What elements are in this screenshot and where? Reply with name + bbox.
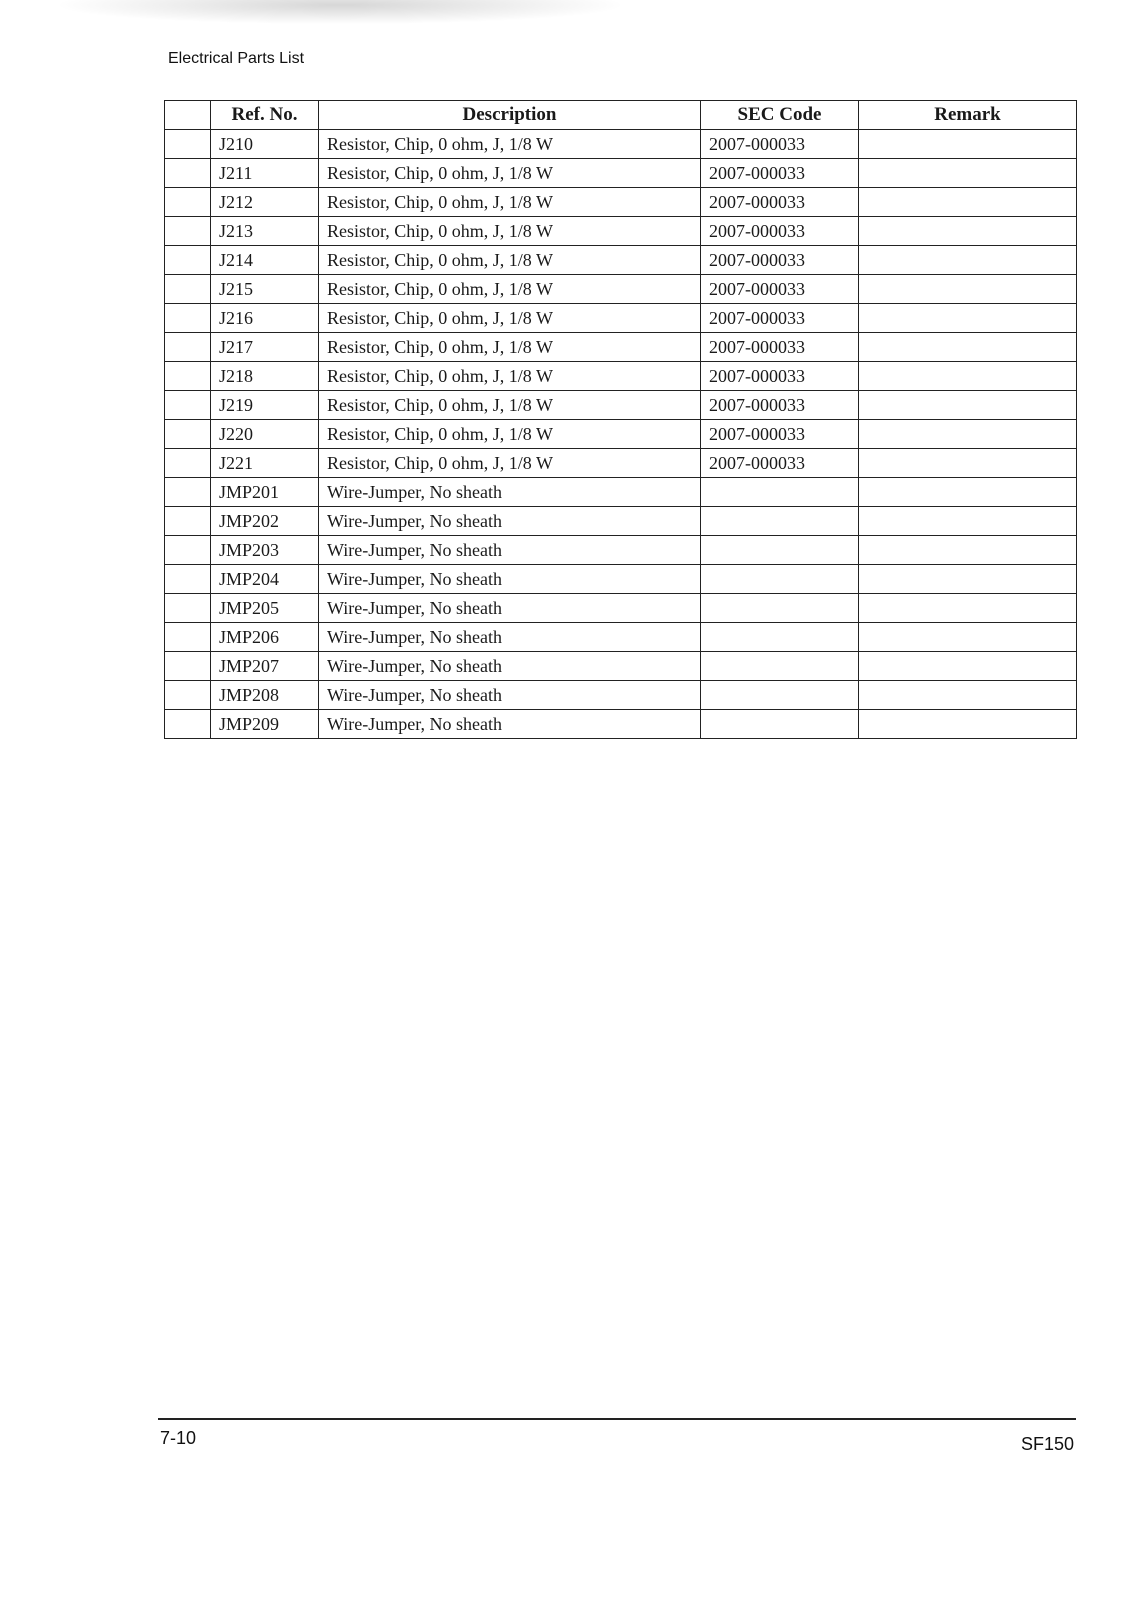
cell-sec-code: 2007-000033 — [701, 362, 859, 391]
cell-blank — [165, 333, 211, 362]
parts-table — [164, 100, 1077, 739]
cell-description: Resistor, Chip, 0 ohm, J, 1/8 W — [319, 188, 701, 217]
table-row — [165, 130, 1077, 159]
cell-remark — [859, 420, 1077, 449]
cell-blank — [165, 507, 211, 536]
cell-blank — [165, 652, 211, 681]
table-row — [165, 391, 1077, 420]
cell-description: Resistor, Chip, 0 ohm, J, 1/8 W — [319, 246, 701, 275]
cell-remark — [859, 188, 1077, 217]
cell-remark — [859, 391, 1077, 420]
table-row — [165, 159, 1077, 188]
cell-sec-code: 2007-000033 — [701, 246, 859, 275]
cell-ref-no: JMP207 — [211, 652, 319, 681]
cell-ref-no: J218 — [211, 362, 319, 391]
cell-sec-code — [701, 623, 859, 652]
cell-sec-code — [701, 478, 859, 507]
cell-blank — [165, 391, 211, 420]
cell-blank — [165, 681, 211, 710]
cell-ref-no: JMP204 — [211, 565, 319, 594]
table-row — [165, 246, 1077, 275]
cell-sec-code — [701, 536, 859, 565]
cell-ref-no: J216 — [211, 304, 319, 333]
page-header-title: Electrical Parts List — [168, 50, 305, 67]
table-row — [165, 507, 1077, 536]
table-row — [165, 275, 1077, 304]
cell-ref-no: J219 — [211, 391, 319, 420]
cell-sec-code — [701, 681, 859, 710]
table-row — [165, 478, 1077, 507]
cell-ref-no: J210 — [211, 130, 319, 159]
cell-remark — [859, 478, 1077, 507]
cell-blank — [165, 275, 211, 304]
table-row — [165, 333, 1077, 362]
cell-remark — [859, 333, 1077, 362]
cell-ref-no: JMP208 — [211, 681, 319, 710]
cell-blank — [165, 710, 211, 739]
header-remark: Remark — [859, 101, 1077, 130]
cell-sec-code: 2007-000033 — [701, 130, 859, 159]
header-ref-no: Ref. No. — [211, 101, 319, 130]
cell-ref-no: J215 — [211, 275, 319, 304]
table-row — [165, 565, 1077, 594]
cell-remark — [859, 362, 1077, 391]
cell-blank — [165, 536, 211, 565]
cell-blank — [165, 449, 211, 478]
cell-remark — [859, 217, 1077, 246]
cell-sec-code — [701, 507, 859, 536]
cell-description: Resistor, Chip, 0 ohm, J, 1/8 W — [319, 217, 701, 246]
cell-description: Wire-Jumper, No sheath — [319, 478, 701, 507]
cell-description: Resistor, Chip, 0 ohm, J, 1/8 W — [319, 159, 701, 188]
cell-sec-code — [701, 565, 859, 594]
cell-sec-code: 2007-000033 — [701, 333, 859, 362]
cell-sec-code: 2007-000033 — [701, 420, 859, 449]
cell-description: Wire-Jumper, No sheath — [319, 710, 701, 739]
model-name: SF150 — [1020, 1434, 1074, 1454]
cell-description: Wire-Jumper, No sheath — [319, 623, 701, 652]
cell-remark — [859, 536, 1077, 565]
cell-description: Wire-Jumper, No sheath — [319, 536, 701, 565]
cell-blank — [165, 420, 211, 449]
cell-ref-no: J213 — [211, 217, 319, 246]
scan-shadow — [60, 0, 620, 24]
cell-blank — [165, 623, 211, 652]
cell-sec-code: 2007-000033 — [701, 449, 859, 478]
cell-ref-no: JMP201 — [211, 478, 319, 507]
page-number: 7-10 — [160, 1428, 197, 1448]
table-row — [165, 217, 1077, 246]
cell-sec-code: 2007-000033 — [701, 188, 859, 217]
table-row — [165, 652, 1077, 681]
cell-ref-no: JMP206 — [211, 623, 319, 652]
cell-description: Wire-Jumper, No sheath — [319, 681, 701, 710]
parts-table-body — [165, 130, 1077, 739]
cell-sec-code: 2007-000033 — [701, 217, 859, 246]
cell-remark — [859, 507, 1077, 536]
cell-remark — [859, 275, 1077, 304]
cell-remark — [859, 710, 1077, 739]
cell-ref-no: J211 — [211, 159, 319, 188]
cell-ref-no: J212 — [211, 188, 319, 217]
cell-remark — [859, 594, 1077, 623]
cell-ref-no: JMP209 — [211, 710, 319, 739]
table-row — [165, 623, 1077, 652]
table-row — [165, 594, 1077, 623]
cell-sec-code — [701, 652, 859, 681]
cell-remark — [859, 130, 1077, 159]
cell-remark — [859, 565, 1077, 594]
table-row — [165, 449, 1077, 478]
cell-blank — [165, 159, 211, 188]
cell-ref-no: JMP202 — [211, 507, 319, 536]
cell-description: Resistor, Chip, 0 ohm, J, 1/8 W — [319, 362, 701, 391]
table-header-row — [165, 101, 1077, 130]
cell-ref-no: JMP203 — [211, 536, 319, 565]
cell-description: Resistor, Chip, 0 ohm, J, 1/8 W — [319, 333, 701, 362]
cell-sec-code: 2007-000033 — [701, 304, 859, 333]
cell-blank — [165, 565, 211, 594]
cell-blank — [165, 362, 211, 391]
table-row — [165, 304, 1077, 333]
cell-ref-no: J221 — [211, 449, 319, 478]
cell-sec-code: 2007-000033 — [701, 159, 859, 188]
cell-blank — [165, 478, 211, 507]
cell-description: Wire-Jumper, No sheath — [319, 507, 701, 536]
cell-blank — [165, 217, 211, 246]
cell-description: Wire-Jumper, No sheath — [319, 594, 701, 623]
cell-blank — [165, 304, 211, 333]
cell-remark — [859, 652, 1077, 681]
cell-blank — [165, 130, 211, 159]
cell-remark — [859, 304, 1077, 333]
cell-blank — [165, 188, 211, 217]
cell-description: Resistor, Chip, 0 ohm, J, 1/8 W — [319, 420, 701, 449]
cell-description: Resistor, Chip, 0 ohm, J, 1/8 W — [319, 304, 701, 333]
cell-description: Wire-Jumper, No sheath — [319, 565, 701, 594]
cell-description: Resistor, Chip, 0 ohm, J, 1/8 W — [319, 391, 701, 420]
cell-blank — [165, 246, 211, 275]
cell-blank — [165, 594, 211, 623]
table-row — [165, 536, 1077, 565]
table-row — [165, 420, 1077, 449]
header-sec-code: SEC Code — [701, 101, 859, 130]
cell-description: Resistor, Chip, 0 ohm, J, 1/8 W — [319, 449, 701, 478]
cell-ref-no: J217 — [211, 333, 319, 362]
table-row — [165, 188, 1077, 217]
cell-remark — [859, 681, 1077, 710]
table-row — [165, 710, 1077, 739]
cell-sec-code: 2007-000033 — [701, 391, 859, 420]
table-row — [165, 681, 1077, 710]
cell-description: Resistor, Chip, 0 ohm, J, 1/8 W — [319, 275, 701, 304]
cell-description: Resistor, Chip, 0 ohm, J, 1/8 W — [319, 130, 701, 159]
cell-remark — [859, 623, 1077, 652]
cell-ref-no: J220 — [211, 420, 319, 449]
cell-remark — [859, 449, 1077, 478]
cell-remark — [859, 159, 1077, 188]
cell-ref-no: J214 — [211, 246, 319, 275]
cell-sec-code — [701, 594, 859, 623]
cell-ref-no: JMP205 — [211, 594, 319, 623]
header-blank — [165, 101, 211, 130]
header-description: Description — [319, 101, 701, 130]
cell-sec-code: 2007-000033 — [701, 275, 859, 304]
table-row — [165, 362, 1077, 391]
cell-remark — [859, 246, 1077, 275]
cell-description: Wire-Jumper, No sheath — [319, 652, 701, 681]
footer-rule — [158, 1418, 1076, 1420]
cell-sec-code — [701, 710, 859, 739]
